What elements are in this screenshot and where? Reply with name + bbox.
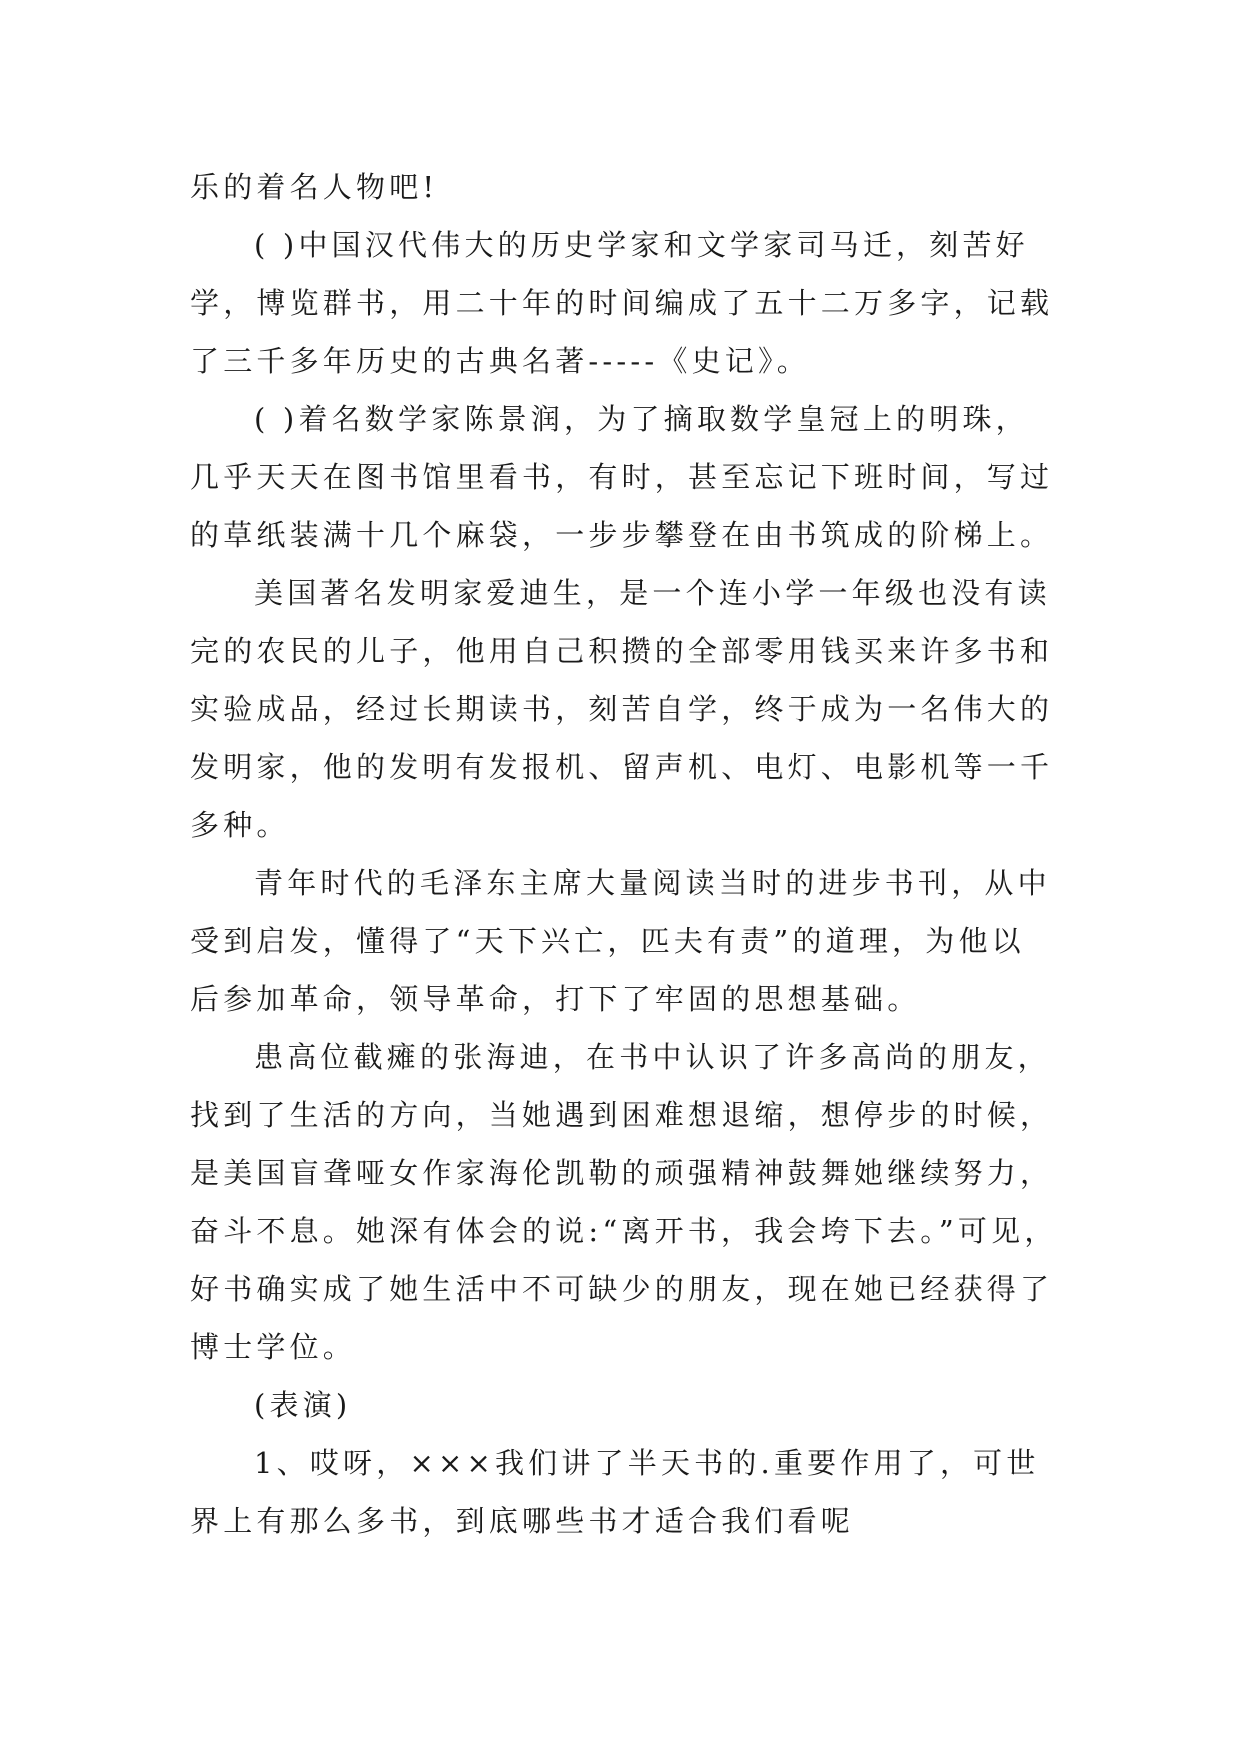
- text-line: 患高位截瘫的张海迪，在书中认识了许多高尚的朋友，: [254, 1040, 1051, 1074]
- text-line: 后参加革命，领导革命，打下了牢固的思想基础。: [190, 982, 921, 1016]
- text-line: 1、哎呀，×××我们讲了半天书的.重要作用了，可世: [254, 1446, 1040, 1480]
- text-line: 的草纸装满十几个麻袋，一步步攀登在由书筑成的阶梯上。: [190, 518, 1054, 552]
- text-line: 几乎天天在图书馆里看书，有时，甚至忘记下班时间，写过: [190, 460, 1054, 494]
- text-line: 发明家，他的发明有发报机、留声机、电灯、电影机等一千: [190, 750, 1054, 784]
- text-line: 青年时代的毛泽东主席大量阅读当时的进步书刊，从中: [254, 866, 1051, 900]
- text-line: 了三千多年历史的古典名著-----《史记》。: [190, 344, 810, 378]
- text-line: ( )中国汉代伟大的历史学家和文学家司马迁，刻苦好: [254, 228, 1029, 262]
- text-line: 实验成品，经过长期读书，刻苦自学，终于成为一名伟大的: [190, 692, 1054, 726]
- text-line: (表演): [254, 1388, 352, 1422]
- text-line: 乐的着名人物吧!: [190, 170, 439, 204]
- text-line: ( )着名数学家陈景润，为了摘取数学皇冠上的明珠，: [254, 402, 1029, 436]
- text-line: 受到启发，懂得了“天下兴亡，匹夫有责”的道理，为他以: [190, 924, 1025, 958]
- text-line: 奋斗不息。她深有体会的说:“离开书，我会垮下去。”可见，: [190, 1214, 1058, 1248]
- text-line: 多种。: [190, 808, 290, 842]
- text-line: 好书确实成了她生活中不可缺少的朋友，现在她已经获得了: [190, 1272, 1054, 1306]
- text-line: 是美国盲聋哑女作家海伦凯勒的顽强精神鼓舞她继续努力，: [190, 1156, 1054, 1190]
- text-line: 博士学位。: [190, 1330, 357, 1364]
- text-line: 完的农民的儿子，他用自己积攒的全部零用钱买来许多书和: [190, 634, 1054, 668]
- body-text: [190, 158, 1070, 1550]
- text-line: 学，博览群书，用二十年的时间编成了五十二万多字，记载: [190, 286, 1054, 320]
- text-line: 界上有那么多书，到底哪些书才适合我们看呢: [190, 1504, 855, 1538]
- text-line: 找到了生活的方向，当她遇到困难想退缩，想停步的时候，: [190, 1098, 1054, 1132]
- text-line: 美国著名发明家爱迪生，是一个连小学一年级也没有读: [254, 576, 1051, 610]
